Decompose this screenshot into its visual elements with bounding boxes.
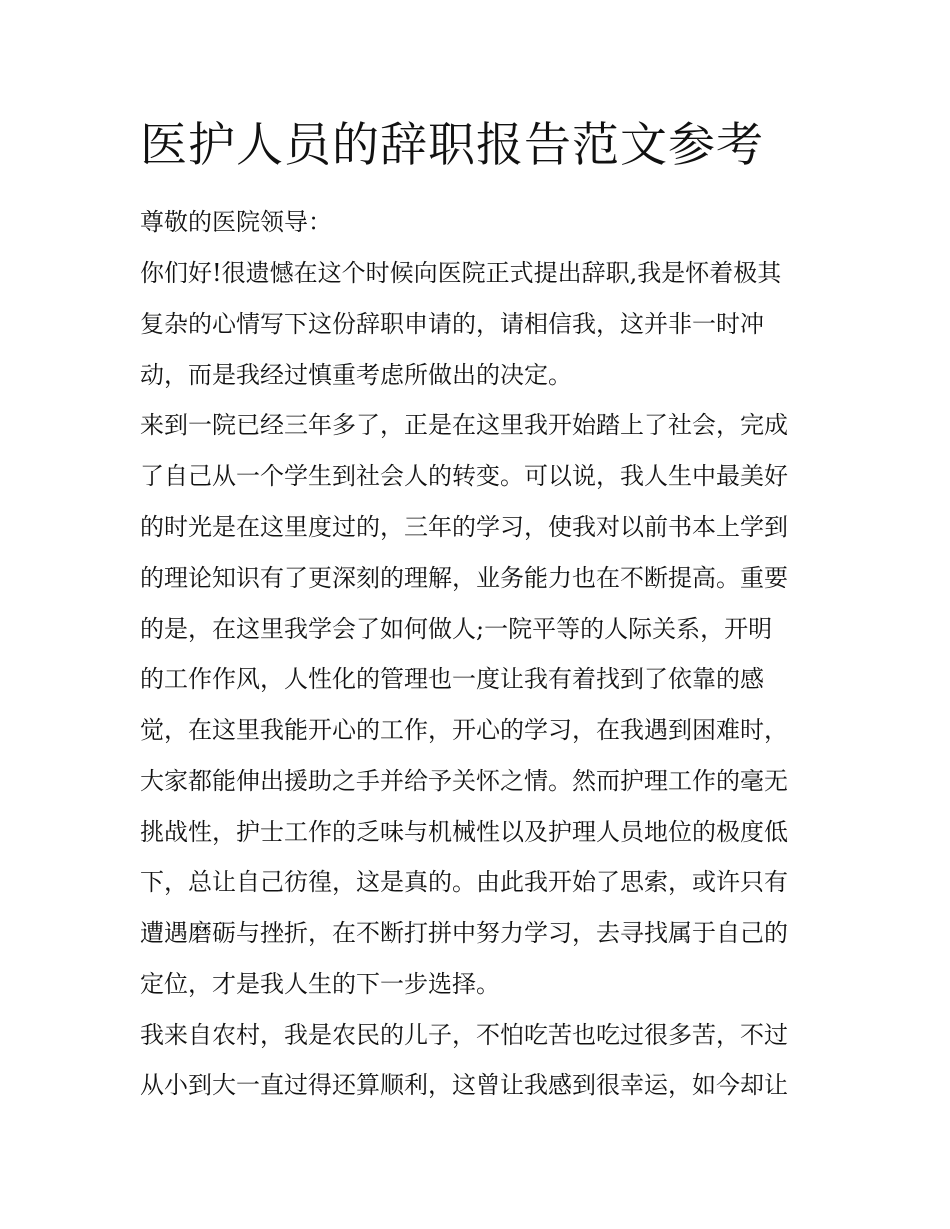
body-line: 动，而是我经过慎重考虑所做出的决定。	[140, 361, 572, 389]
body-line: 我来自农村，我是农民的儿子，不怕吃苦也吃过很多苦，不过	[140, 1021, 788, 1049]
body-line: 的理论知识有了更深刻的理解，业务能力也在不断提高。重要	[140, 564, 788, 592]
salutation-line: 尊敬的医院领导：	[140, 208, 332, 236]
body-line: 挑战性，护士工作的乏味与机械性以及护理人员地位的极度低	[140, 818, 788, 846]
body-line: 来到一院已经三年多了，正是在这里我开始踏上了社会，完成	[140, 411, 788, 439]
body-line: 遭遇磨砺与挫折，在不断打拼中努力学习，去寻找属于自己的	[140, 919, 788, 947]
body-line: 你们好!很遗憾在这个时候向医院正式提出辞职,我是怀着极其	[140, 259, 782, 287]
body-line: 了自己从一个学生到社会人的转变。可以说，我人生中最美好	[140, 462, 788, 490]
body-line: 大家都能伸出援助之手并给予关怀之情。然而护理工作的毫无	[140, 767, 788, 795]
body-line: 觉，在这里我能开心的工作，开心的学习，在我遇到困难时，	[140, 716, 788, 744]
body-line: 下，总让自己彷徨，这是真的。由此我开始了思索，或许只有	[140, 868, 788, 896]
document-title: 医护人员的辞职报告范文参考	[140, 118, 764, 173]
body-line: 的时光是在这里度过的，三年的学习，使我对以前书本上学到	[140, 513, 788, 541]
body-line: 复杂的心情写下这份辞职申请的，请相信我，这并非一时冲	[140, 310, 764, 338]
body-line: 定位，才是我人生的下一步选择。	[140, 970, 500, 998]
body-line: 从小到大一直过得还算顺利，这曾让我感到很幸运，如今却让	[140, 1071, 788, 1099]
body-line: 的工作作风，人性化的管理也一度让我有着找到了依靠的感	[140, 665, 764, 693]
body-line: 的是，在这里我学会了如何做人;一院平等的人际关系，开明	[140, 615, 773, 643]
